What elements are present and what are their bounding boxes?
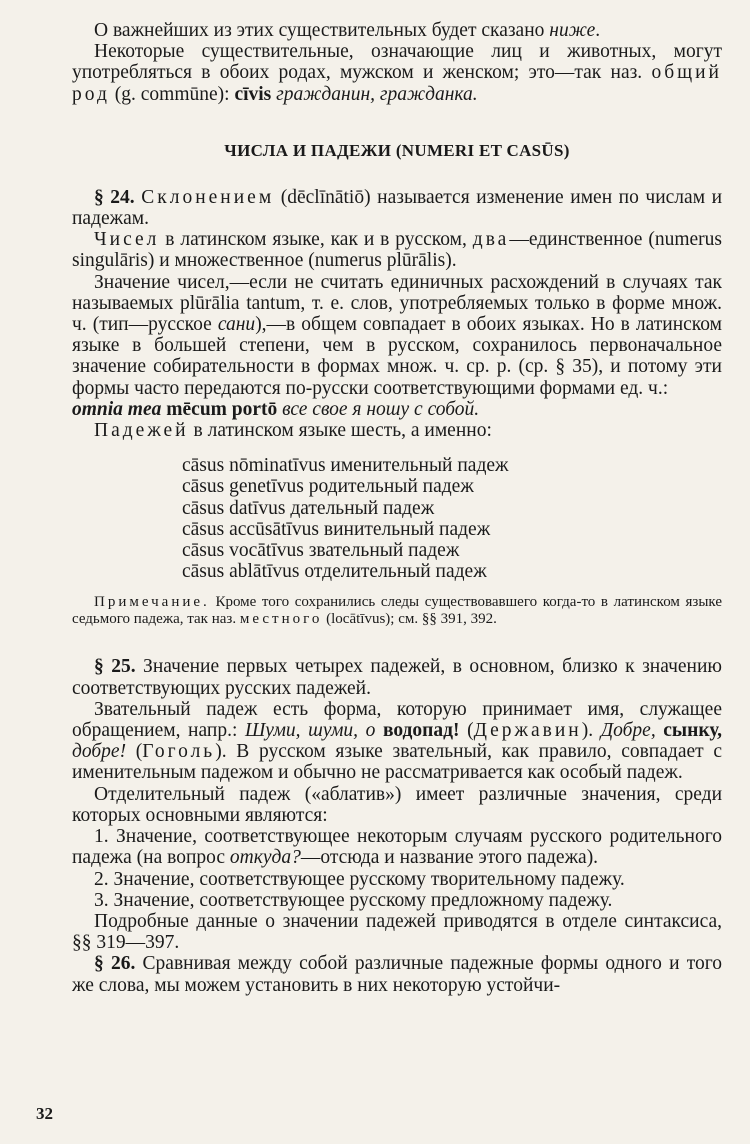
translation: гражданин, гражданка. xyxy=(271,83,478,105)
text-italic: Добре, xyxy=(600,720,656,742)
paragraph-s24 xyxy=(72,187,722,229)
latin-example: omnia mea xyxy=(72,398,162,420)
text: ). В русском языке звательный, как правило, совпадает с именительным падежом и обычно не рассматривается как особый падеж. xyxy=(72,741,722,784)
text-spaced: два xyxy=(472,229,510,251)
text: в латинском языке шесть, а именно: xyxy=(188,420,492,442)
paragraph-s25 xyxy=(72,656,722,698)
case-item: cāsus ablātīvus отделительный падеж xyxy=(182,561,487,583)
paragraph-common-gender xyxy=(72,41,722,105)
text: (locātīvus); см. §§ 391, 392. xyxy=(322,611,497,628)
text: Некоторые существительные, означающие лиц и животных, могут употребляться в обоих родах, мужском и женском; это—так наз. xyxy=(72,41,722,84)
paragraph-intro xyxy=(72,20,722,41)
text: ),—в общем совпадает в обоих языках. Но в латинском языке в большей степени, чем в русском, сохранилось первоначальное значение собирательности в формах множ. ч. ср. р. (ср. § 35), и потому эти формы часто передаются по-русски соответствующими формами ед. ч.: xyxy=(72,314,723,399)
paragraph-s26 xyxy=(72,953,722,995)
case-item: cāsus genetīvus родительный падеж xyxy=(182,476,474,498)
text: . xyxy=(595,20,601,41)
text: Значение чисел,—если не считать единичных расхождений в случаях так называемых plūrālia tantum, т. е. слов, употребляемых только в форме множ. ч. (тип—русское xyxy=(72,271,722,336)
case-item: cāsus accūsātīvus винительный падеж xyxy=(182,518,491,540)
text: (dēclīnātiō) называется изменение имен по числам и падежам. xyxy=(72,186,723,230)
text-spaced: Державин xyxy=(473,720,582,742)
text: ( xyxy=(459,720,474,742)
case-item: cāsus nōminatīvus именительный падеж xyxy=(182,455,509,477)
text: ). xyxy=(581,720,601,742)
case-item: cāsus vocātīvus звательный падеж xyxy=(182,540,460,562)
text: Звательный падеж есть форма, которую принимает имя, служащее обращением, напр.: xyxy=(72,698,722,742)
page-number: 32 xyxy=(36,1104,53,1123)
page-body xyxy=(72,20,722,996)
paragraph-cases-intro xyxy=(72,420,722,441)
text-italic: Шуми, шуми, о xyxy=(244,720,376,742)
paragraph-vocative xyxy=(72,699,722,784)
section-number: § 24. xyxy=(94,186,135,208)
note xyxy=(72,594,722,628)
paragraph-number-meaning xyxy=(72,272,722,399)
text-bold: водопад! xyxy=(375,720,460,742)
text: ( xyxy=(126,741,143,763)
text-italic: откуда? xyxy=(229,847,301,869)
case-item: cāsus datīvus дательный падеж xyxy=(182,497,435,519)
text-spaced: Склонением xyxy=(141,186,275,208)
text-spaced: Гоголь xyxy=(142,741,216,763)
paragraph-meaning-3: 3. Значение, соответствующее русскому предложному падежу. xyxy=(94,889,613,911)
text: О важнейших из этих существительных будет сказано xyxy=(94,20,550,41)
case-list xyxy=(182,455,722,582)
text: —отсюда и название этого падежа). xyxy=(300,847,599,869)
section-number: § 25. xyxy=(94,656,136,678)
paragraph-meaning-1 xyxy=(72,826,722,868)
section-number: § 26. xyxy=(94,953,136,975)
paragraph-meaning-2: 2. Значение, соответствующее русскому творительному падежу. xyxy=(94,868,625,890)
text-bold: сынку, xyxy=(655,720,723,742)
text: Значение первых четырех падежей, в основном, близко к значению соответствующих русских падежей. xyxy=(72,656,723,699)
section-heading: ЧИСЛА И ПАДЕЖИ (NUMERI ET CASŪS) xyxy=(224,140,570,160)
translation: все свое я ношу с собой. xyxy=(277,398,480,420)
paragraph-numbers xyxy=(72,229,722,271)
paragraph-ablative: Отделительный падеж («аблатив») имеет различные значения, среди которых основными являются: xyxy=(72,783,722,826)
text-italic: сани xyxy=(217,314,256,336)
text-italic: добре! xyxy=(72,741,127,763)
example-line xyxy=(72,399,722,420)
text-spaced: Чисел xyxy=(94,229,160,251)
text-italic: ниже xyxy=(549,20,596,41)
paragraph-details: Подробные данные о значении падежей приводятся в отделе синтаксиса, §§ 319—397. xyxy=(72,910,722,954)
text-spaced: Падежей xyxy=(94,420,189,442)
text-spaced: Примечание. xyxy=(94,594,210,611)
text: (g. commūne): xyxy=(109,83,235,105)
latin-example: mēcum portō xyxy=(161,398,278,420)
text: Сравнивая между собой различные падежные формы одного и того же слова, мы можем установить в них некоторую устойчи- xyxy=(72,953,723,996)
text-spaced: общий род xyxy=(72,62,722,105)
latin-word: cīvis xyxy=(234,83,272,105)
text: в латинском языке, как и в русском, xyxy=(159,229,473,251)
text: —единственное (numerus singulāris) и множественное (numerus plūrālis). xyxy=(72,229,723,272)
text: Кроме того сохранились следы существовавшего когда-то в латинском языке седьмого падежа, так наз. xyxy=(72,594,722,628)
text: 1. Значение, соответствующее некоторым случаям русского родительного падежа (на вопрос xyxy=(72,826,722,869)
text-spaced: местного xyxy=(239,611,323,628)
